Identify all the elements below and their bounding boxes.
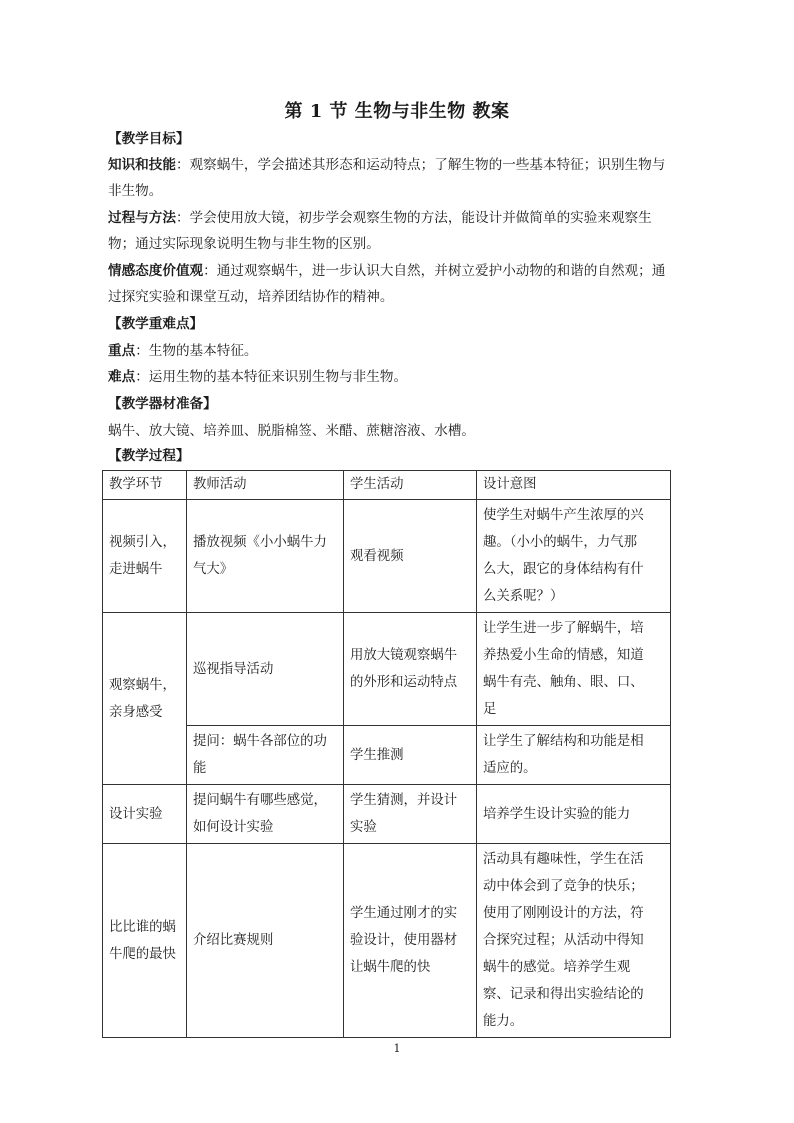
table-row — [103, 613, 671, 726]
intent-cell: 使学生对蜗牛产生浓厚的兴 趣。（小小的蜗牛，力气那 么大，跟它的身体结构有什 么关系呢？） — [477, 500, 671, 613]
intent-cell: 培养学生设计实验的能力 — [477, 785, 671, 844]
emotion-text: ：通过观察蜗牛，进一步认识大自然，并树立爱护小动物的和谐的自然观；通 — [203, 263, 666, 279]
difficult-point-label: 难点 — [108, 369, 136, 385]
header-teacher: 教师活动 — [187, 471, 344, 500]
teacher-cell: 提问：蜗牛各部位的功 能 — [187, 726, 344, 785]
header-intent: 设计意图 — [477, 471, 671, 500]
key-point-label: 重点 — [108, 343, 136, 359]
process-label: 过程与方法 — [108, 210, 176, 226]
table-row — [103, 785, 671, 844]
teacher-cell: 巡视指导活动 — [187, 613, 344, 726]
student-cell: 用放大镜观察蜗牛 的外形和运动特点 — [344, 613, 477, 726]
process-method — [108, 205, 688, 232]
knowledge-skills — [108, 152, 688, 179]
header-stage: 教学环节 — [103, 471, 187, 500]
teacher-cell: 播放视频《小小蜗牛力 气大》 — [187, 500, 344, 613]
teacher-cell: 介绍比赛规则 — [187, 844, 344, 1038]
student-cell: 观看视频 — [344, 500, 477, 613]
student-cell: 学生通过刚才的实 验设计，使用器材 让蜗牛爬的快 — [344, 844, 477, 1038]
difficult-point — [108, 364, 688, 391]
table-row — [103, 844, 671, 1038]
stage-cell: 比比谁的蜗 牛爬的最快 — [103, 844, 187, 1038]
materials-list: 蜗牛、放大镜、培养皿、脱脂棉签、米醋、蔗糖溶液、水槽。 — [108, 423, 476, 439]
table-row — [103, 500, 671, 613]
knowledge-label: 知识和技能 — [108, 157, 176, 173]
stage-cell: 设计实验 — [103, 785, 187, 844]
student-cell: 学生推测 — [344, 726, 477, 785]
materials-heading: 【教学器材准备】 — [108, 396, 217, 412]
stage-cell: 观察蜗牛， 亲身感受 — [103, 613, 187, 785]
objectives-heading: 【教学目标】 — [108, 131, 190, 147]
key-point — [108, 338, 688, 365]
knowledge-text: ：观察蜗牛，学会描述其形态和运动特点；了解生物的一些基本特征；识别生物与 — [175, 157, 666, 173]
difficult-point-text: ：运用生物的基本特征来识别生物与非生物。 — [135, 369, 408, 385]
student-cell: 学生猜测，并设计 实验 — [344, 785, 477, 844]
knowledge-text-cont: 非生物。 — [108, 183, 163, 199]
intent-cell: 让学生了解结构和功能是相 适应的。 — [477, 726, 671, 785]
teaching-process-table — [102, 470, 671, 1038]
process-heading: 【教学过程】 — [108, 448, 190, 464]
table-header-row — [103, 471, 671, 500]
intent-cell: 活动具有趣味性，学生在活 动中体会到了竞争的快乐； 使用了刚刚设计的方法，符 合探究过程；从活动中得知 蜗牛的感觉。培养学生观 察、记录和得出实验结论的 能力。 — [477, 844, 671, 1038]
process-text-cont: 物；通过实际现象说明生物与非生物的区别。 — [108, 236, 380, 252]
teacher-cell: 提问蜗牛有哪些感觉， 如何设计实验 — [187, 785, 344, 844]
process-text: ：学会使用放大镜，初步学会观察生物的方法，能设计并做简单的实验来观察生 — [175, 210, 652, 226]
emotion-values — [108, 258, 688, 285]
stage-cell: 视频引入， 走进蜗牛 — [103, 500, 187, 613]
header-student: 学生活动 — [344, 471, 477, 500]
intent-cell: 让学生进一步了解蜗牛，培 养热爱小生命的情感，知道 蜗牛有壳、触角、眼、口、 足 — [477, 613, 671, 726]
lesson-title: 第 1 节 生物与非生物 教案 — [284, 101, 510, 122]
emotion-label: 情感态度价值观 — [108, 263, 204, 279]
page-number: 1 — [393, 1042, 401, 1055]
table-row — [103, 726, 671, 785]
key-point-text: ：生物的基本特征。 — [135, 343, 258, 359]
emotion-text-cont: 过探究实验和课堂互动，培养团结协作的精神。 — [108, 289, 394, 305]
key-heading: 【教学重难点】 — [108, 316, 204, 332]
